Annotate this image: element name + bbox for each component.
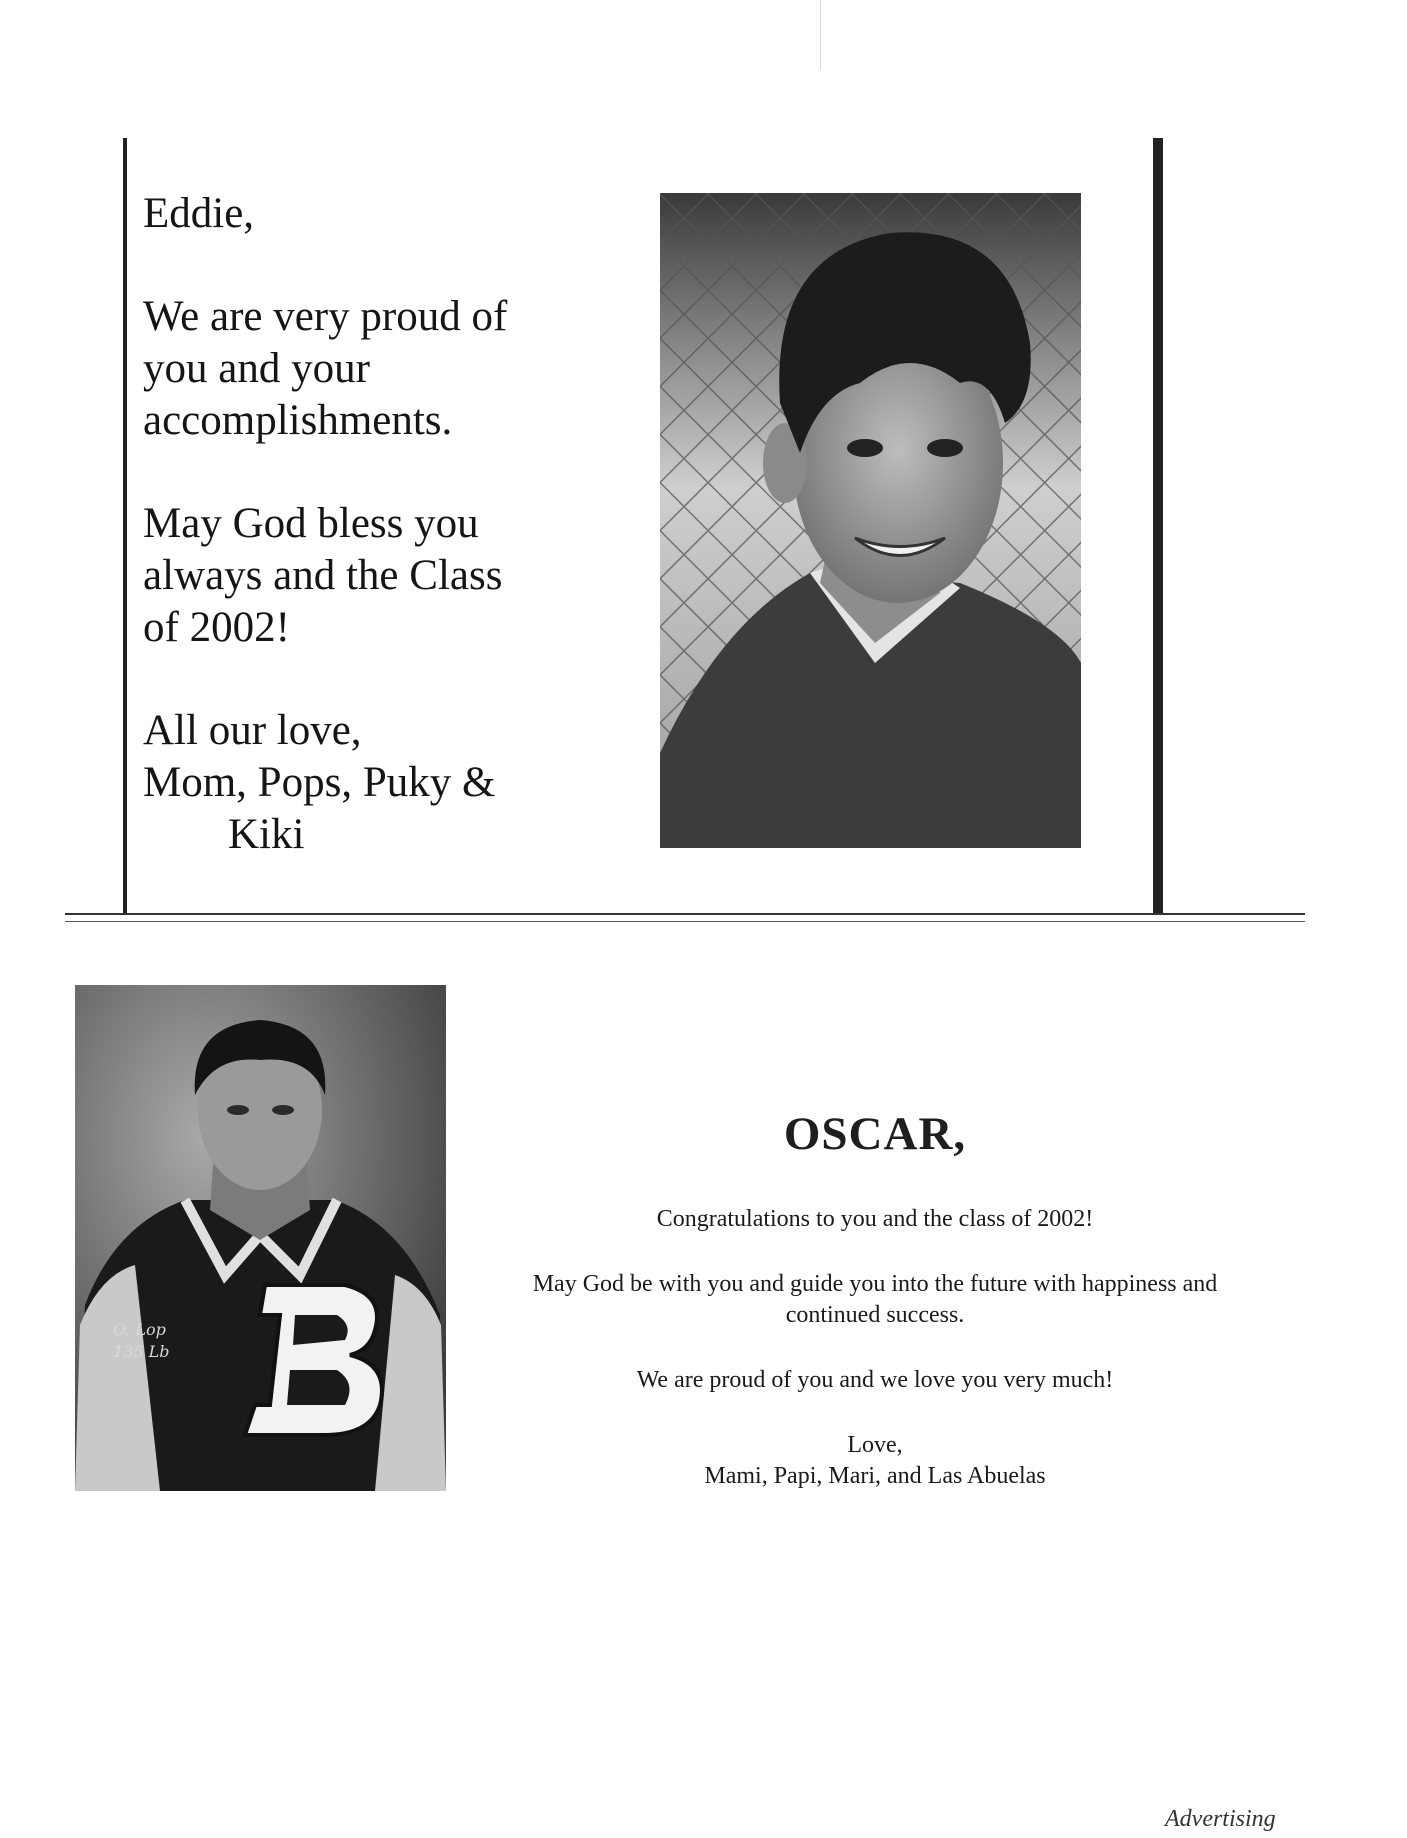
eddie-message-proud	[143, 291, 583, 447]
scan-mark	[820, 0, 821, 70]
oscar-proud-line: We are proud of you and we love you very much!	[636, 1367, 1114, 1393]
oscar-guide-paragraph	[460, 1269, 1290, 1331]
eddie-message-proud-line-3: accomplishments.	[143, 397, 453, 444]
eddie-ad-text	[143, 188, 583, 912]
eddie-message-bless	[143, 498, 583, 654]
eddie-closing: All our love,	[143, 707, 362, 754]
eddie-signature-line-2: Kiki	[228, 811, 305, 858]
oscar-jacket-weight: 135 Lb	[113, 1342, 170, 1361]
eddie-message-proud-line-2: you and your	[143, 345, 370, 392]
oscar-ad-title: OSCAR,	[783, 1108, 967, 1160]
ad-divider-bottom	[65, 921, 1305, 922]
oscar-ad-text	[460, 1204, 1290, 1526]
oscar-closing: Love,	[847, 1432, 903, 1458]
eddie-message-bless-line-1: May God bless you	[143, 500, 479, 547]
oscar-signature-block	[460, 1430, 1290, 1492]
eddie-signature-block	[143, 705, 583, 861]
footer-section-label: Advertising	[1165, 1806, 1276, 1832]
oscar-portrait-photo	[75, 985, 446, 1491]
ad-divider-top	[65, 913, 1305, 915]
eddie-message-bless-line-2: always and the Class	[143, 552, 503, 599]
oscar-guide-line-1: May God be with you and guide you into the future with happiness and	[532, 1271, 1218, 1297]
oscar-signature: Mami, Papi, Mari, and Las Abuelas	[704, 1463, 1046, 1489]
eddie-signature-line-1: Mom, Pops, Puky &	[143, 759, 496, 806]
eddie-message-bless-line-3: of 2002!	[143, 604, 290, 651]
oscar-guide-line-2: continued success.	[785, 1302, 965, 1328]
oscar-congrats-line: Congratulations to you and the class of 2002!	[656, 1206, 1094, 1232]
eddie-childhood-photo	[660, 193, 1081, 848]
eddie-greeting: Eddie,	[143, 190, 255, 237]
oscar-jacket-name: O. Lop	[113, 1320, 166, 1339]
eddie-message-proud-line-1: We are very proud of	[143, 293, 508, 340]
